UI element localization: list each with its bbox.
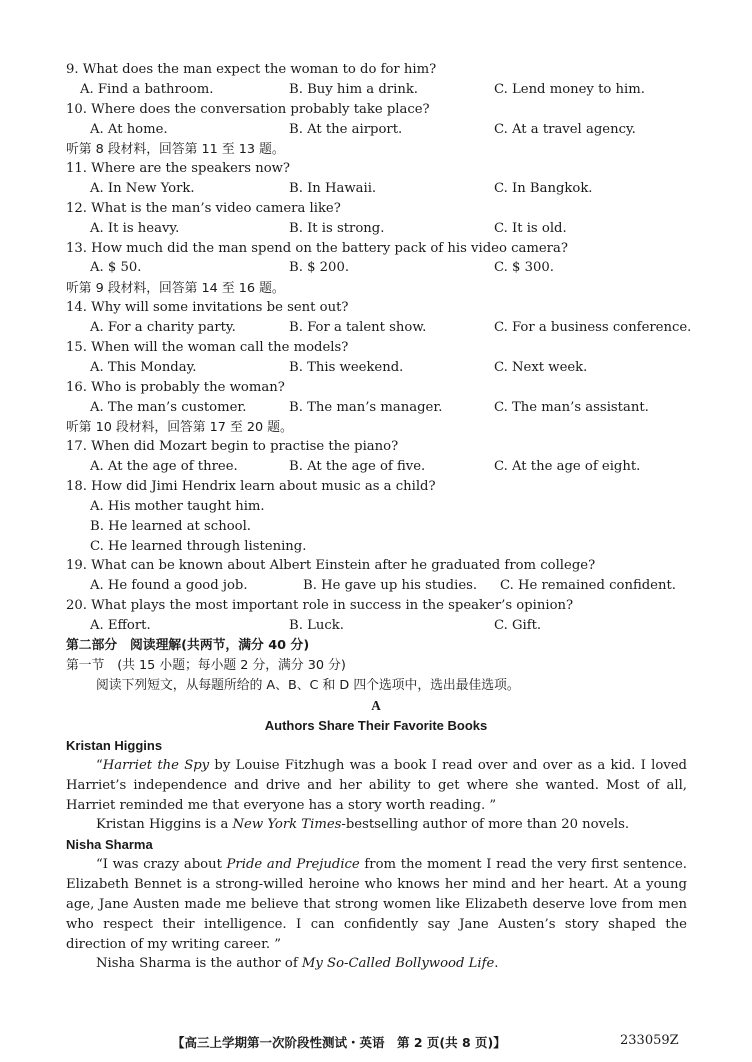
q17-option-b: B. At the age of five. — [289, 459, 426, 474]
section-header-9: 听第 9 段材料，回答第 14 至 16 题。 — [66, 281, 285, 296]
q11-option-c: C. In Bangkok. — [494, 181, 593, 196]
reading-instructions: 阅读下列短文，从每题所给的 A、B、C 和 D 四个选项中，选出最佳选项。 — [96, 678, 520, 693]
question-11: 11. Where are the speakers now? — [66, 161, 290, 176]
q15-option-c: C. Next week. — [494, 360, 588, 375]
q11-option-b: B. In Hawaii. — [289, 181, 377, 196]
q10-option-b: B. At the airport. — [289, 122, 403, 137]
quote-2-pre: “I was crazy about — [96, 857, 227, 872]
question-9: 9. What does the man expect the woman to do for him? — [66, 62, 437, 77]
book-title-bollywood: My So-Called Bollywood Life — [301, 956, 495, 971]
question-17: 17. When did Mozart begin to practise the piano? — [66, 439, 399, 454]
author-name-1: Kristan Higgins — [66, 738, 163, 753]
passage-letter: A — [371, 698, 381, 713]
author-name-2: Nisha Sharma — [66, 837, 153, 852]
bio-2-pre: Nisha Sharma is the author of — [96, 956, 302, 971]
q9-option-b: B. Buy him a drink. — [289, 82, 419, 97]
q14-option-c: C. For a business conference. — [494, 320, 692, 335]
q12-option-b: B. It is strong. — [289, 221, 385, 236]
publication-nyt: New York Times — [232, 817, 342, 832]
part2-heading: 第二部分 阅读理解(共两节，满分 40 分) — [66, 638, 310, 653]
q10-option-c: C. At a travel agency. — [494, 122, 636, 137]
book-title-harriet: Harriet the Spy — [102, 758, 210, 773]
q17-option-a: A. At the age of three. — [90, 459, 238, 474]
page-footer-title: 【高三上学期第一次阶段性测试・英语 第 2 页(共 8 页)】 — [172, 1035, 506, 1050]
question-16: 16. Who is probably the woman? — [66, 380, 285, 395]
q18-option-b: B. He learned at school. — [90, 519, 251, 534]
q9-option-a: A. Find a bathroom. — [80, 82, 214, 97]
author-2-bio — [96, 955, 498, 973]
question-18: 18. How did Jimi Hendrix learn about music as a child? — [66, 479, 436, 494]
q20-option-b: B. Luck. — [289, 618, 344, 633]
question-13: 13. How much did the man spend on the battery pack of his video camera? — [66, 241, 568, 256]
question-14: 14. Why will some invitations be sent out? — [66, 300, 349, 315]
q16-option-c: C. The man’s assistant. — [494, 400, 649, 415]
book-title-pride: Pride and Prejudice — [226, 857, 360, 872]
q15-option-b: B. This weekend. — [289, 360, 404, 375]
q20-option-c: C. Gift. — [494, 618, 542, 633]
question-12: 12. What is the man’s video camera like? — [66, 201, 341, 216]
passage-title: Authors Share Their Favorite Books — [264, 718, 488, 733]
q20-option-a: A. Effort. — [90, 618, 151, 633]
section-header-8: 听第 8 段材料，回答第 11 至 13 题。 — [66, 142, 285, 157]
question-10: 10. Where does the conversation probably take place? — [66, 102, 430, 117]
question-20: 20. What plays the most important role in success in the speaker’s opinion? — [66, 598, 574, 613]
quote-2-post: from the moment I read the very first sentence. Elizabeth Bennet is a strong-willed heroine who knows her mind and her heart. At a young age, Jane Austen made me believe that strong women like Elizabeth deserve love from men who respect their intelligence. I can confidently say Jane Austen’s story shaped the direction of my writing career. ” — [66, 857, 687, 952]
bio-1-post: -bestselling author of more than 20 novels. — [341, 817, 630, 832]
bio-2-post: . — [494, 956, 499, 971]
q16-option-a: A. The man’s customer. — [90, 400, 247, 415]
author-1-quote: “Harriet the Spy by Louise Fitzhugh was a book I read over and over as a kid. I loved Harriet’s independence and drive and her ability to get where she wanted. Most of all, Harriet reminded me that everyone has a story worth reading. ” — [66, 758, 687, 813]
q17-option-c: C. At the age of eight. — [494, 459, 641, 474]
author-1-bio — [96, 816, 629, 834]
q14-option-b: B. For a talent show. — [289, 320, 427, 335]
q9-option-c: C. Lend money to him. — [494, 82, 645, 97]
author-2-quote — [66, 855, 687, 955]
quote-text-1: by Louise Fitzhugh was a book I read over and over as a kid. I loved Harriet’s independence and drive and her ability to get where she wanted. Most of all, Harriet reminded me that everyone has a story worth reading. ” — [66, 758, 687, 813]
q13-option-a: A. $ 50. — [90, 260, 142, 275]
q19-option-a: A. He found a good job. — [90, 578, 248, 593]
question-15: 15. When will the woman call the models? — [66, 340, 349, 355]
q19-option-c: C. He remained confident. — [500, 578, 676, 593]
q19-option-b: B. He gave up his studies. — [303, 578, 478, 593]
q13-option-c: C. $ 300. — [494, 260, 554, 275]
q12-option-c: C. It is old. — [494, 221, 567, 236]
section-header-10: 听第 10 段材料，回答第 17 至 20 题。 — [66, 420, 293, 435]
q16-option-b: B. The man’s manager. — [289, 400, 443, 415]
q14-option-a: A. For a charity party. — [90, 320, 236, 335]
bio-1-pre: Kristan Higgins is a — [96, 817, 233, 832]
q13-option-b: B. $ 200. — [289, 260, 350, 275]
q11-option-a: A. In New York. — [90, 181, 195, 196]
q18-option-a: A. His mother taught him. — [90, 499, 265, 514]
q18-option-c: C. He learned through listening. — [90, 539, 307, 554]
page-footer-code: 233059Z — [620, 1033, 679, 1048]
q12-option-a: A. It is heavy. — [90, 221, 180, 236]
q10-option-a: A. At home. — [90, 122, 168, 137]
question-19: 19. What can be known about Albert Einstein after he graduated from college? — [66, 558, 596, 573]
q15-option-a: A. This Monday. — [90, 360, 197, 375]
section1-heading: 第一节 (共 15 小题；每小题 2 分，满分 30 分) — [66, 658, 346, 673]
